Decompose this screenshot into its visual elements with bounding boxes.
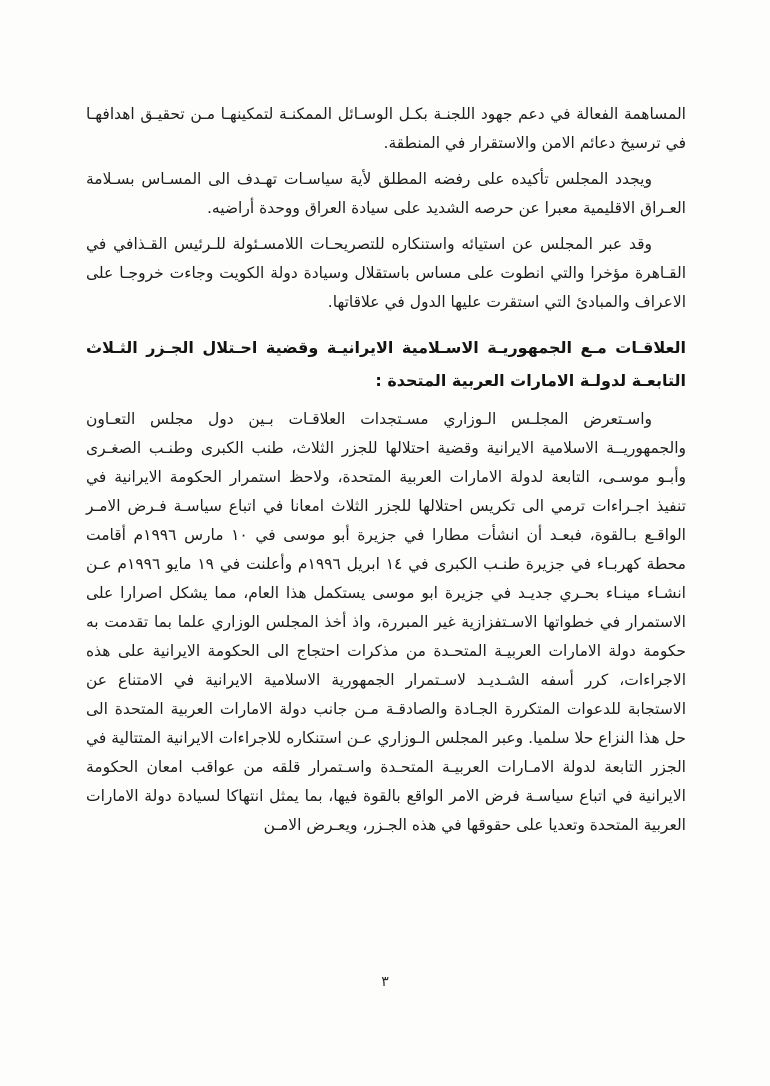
text-block — [86, 100, 686, 847]
section-heading-iran-relations: العلاقـات مـع الجمهوريـة الاسـلامية الايرانيـة وقضية احـتلال الجـزر الثـلاث التابعـة لدولـة الامارات العربية المتحدة : — [86, 338, 686, 390]
paragraph-iraq-sovereignty: ويجدد المجلس تأكيده على رفضه المطلق لأية سياسـات تهـدف الى المسـاس بسـلامة العـراق الاقليمية معبرا عن حرصه الشديد على سيادة العراق ووحدة أراضيه. — [86, 170, 686, 217]
paragraph-effective-contribution: المساهمة الفعالة في دعم جهود اللجنـة بكـل الوسـائل الممكنـة لتمكينهـا مـن تحقيـق اهدافهـا في ترسيخ دعائم الامن والاستقرار في المنطقة. — [86, 105, 686, 152]
page-number: ٣ — [381, 974, 389, 990]
paragraph-islands-occupation: واسـتعرض المجلـس الـوزاري مسـتجدات العلاقـات بـين دول مجلس التعـاون والجمهوريــة الاسلامية الايرانية وقضية احتلالها للجزر الثلاث، طنب الكبرى وطنـب الصغـرى وأبـو موسـى، التابعة لدولة الامارات العربية المتحدة، ولاحظ استمرار الحكومة الايرانية في تنفيذ اجـراءات ترمي الى تكريس احتلالها للجزر الثلاث امعانا في اتباع سياسـة فـرض الامـر الواقـع بـالقوة، فبعـد أن انشأت مطارا في جزيرة أبو موسى في ١٠ مارس ١٩٩٦م أقامت محطة كهربـاء في جزيرة طنـب الكبرى في ١٤ ابريل ١٩٩٦م وأعلنت في ١٩ مايو ١٩٩٦م عـن انشـاء مينـاء بحـري جديـد في جزيرة ابو موسى يستكمل هذا العام، مما يشكل اصرارا على الاستمرار في خطواتها الاسـتفزازية غير المبررة، واذ أخذ المجلس الوزاري علما بما تقدمت به حكومة دولة الامارات العربيـة المتحـدة من مذكرات احتجاج الى الحكومة الايرانية على هذه الاجراءات، كرر أسفه الشـديـد لاسـتمرار الجمهورية الاسلامية الايرانية في الامتناع عن الاستجابة للدعوات المتكررة الجـادة والصادقـة مـن جانب دولة الامارات العربية المتحدة الى حل هذا النزاع حلا سلميا. وعبر المجلس الـوزاري عـن استنكاره للاجراءات الايرانية المتتالية في الجزر التابعة لدولة الامـارات العربيـة المتحـدة واسـتمرار قلقه من عواقب امعان الحكومة الايرانية في اتباع سياسـة فرض الامر الواقع بالقوة فيها، بما يمثل انتهاكا لسيادة دولة الامارات العربية المتحدة وتعديا على حقوقها في هذه الجـزر، ويعـرض الامـن — [86, 410, 686, 834]
paragraph-statements-condemnation: وقد عبر المجلس عن استيائه واستنكاره للتصريحـات اللامسـئولة للـرئيس القـذافي في القـاهرة مؤخرا والتي انطوت على مساس باستقلال وسيادة دولة الكويت وجاءت خروجـا على الاعراف والمبادئ التي استقرت عليها الدول في علاقاتها. — [86, 235, 686, 311]
